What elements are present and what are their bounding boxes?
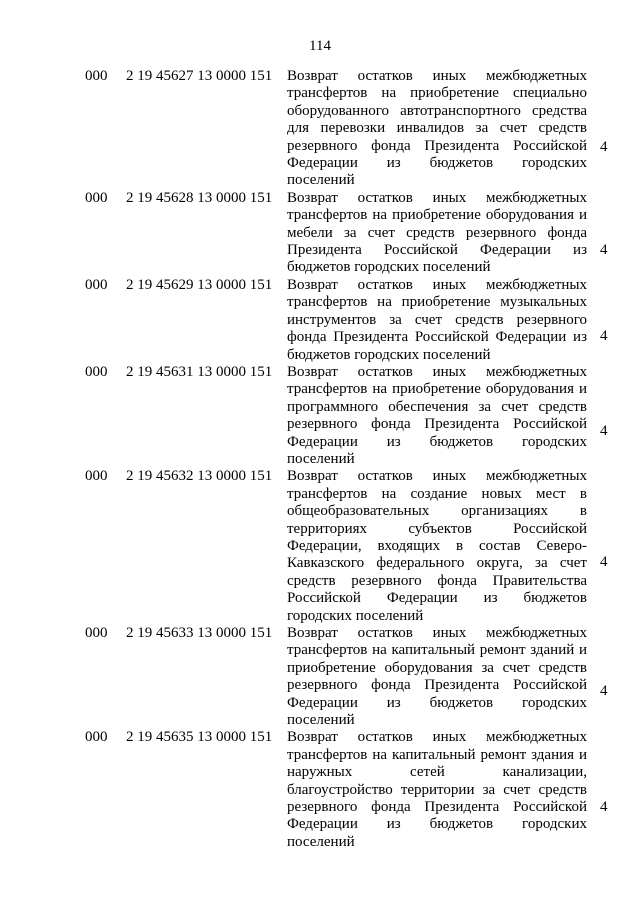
- description-line: Возврат остатков иных межбюджетных: [287, 276, 587, 293]
- row-admin-code: 000: [85, 68, 108, 84]
- description-line: Возврат остатков иных межбюджетных: [287, 729, 587, 746]
- description-line: резервного фонда Президента Российской: [287, 677, 587, 694]
- row-budget-code: 2 19 45629 13 0000 151: [126, 276, 273, 293]
- description-line: поселений: [287, 450, 355, 467]
- row-value: 4: [600, 683, 608, 699]
- description-line: Возврат остатков иных межбюджетных: [287, 189, 587, 206]
- description-line: мебели за счет средств резервного фонда: [287, 224, 587, 241]
- description-line: трансфертов на создание новых мест в: [287, 485, 587, 502]
- description-line: Федерации, входящих в состав Северо-: [287, 537, 587, 554]
- description-line: поселений: [287, 172, 355, 189]
- row-value: 4: [600, 139, 608, 155]
- row-admin-code: 000: [85, 729, 108, 746]
- row-admin-code: 000: [85, 625, 108, 641]
- description-line: трансфертов на капитальный ремонт здания и: [287, 746, 587, 763]
- description-line: оборудованного автотранспортного средства: [287, 102, 587, 119]
- row-value: 4: [600, 799, 608, 816]
- description-line: трансфертов на приобретение оборудования и: [287, 381, 587, 398]
- description-line: городских поселений: [287, 607, 424, 624]
- description-line: наружных сетей канализации,: [287, 764, 587, 781]
- row-description: [287, 68, 587, 190]
- row-admin-code: 000: [85, 363, 108, 380]
- description-line: фонда Президента Российской Федерации из: [287, 329, 587, 346]
- description-line: Возврат остатков иных межбюджетных: [287, 468, 587, 485]
- page-number: 114: [309, 38, 331, 54]
- description-line: Кавказского федерального округа, за счет: [287, 555, 587, 572]
- description-line: Федерации из бюджетов городских: [287, 694, 587, 711]
- description-line: резервного фонда Президента Российской: [287, 416, 587, 433]
- description-line: поселений: [287, 833, 355, 850]
- description-line: общеобразовательных организациях в: [287, 503, 587, 520]
- description-line: программного обеспечения за счет средств: [287, 398, 587, 415]
- row-admin-code: 000: [85, 276, 108, 293]
- row-description: [287, 729, 587, 851]
- table-row: [0, 729, 640, 851]
- budget-codes-table: [0, 68, 640, 851]
- table-row: [0, 68, 640, 190]
- description-line: резервного фонда Президента Российской: [287, 137, 587, 154]
- description-line: трансфертов на капитальный ремонт зданий и: [287, 642, 587, 659]
- row-budget-code: 2 19 45633 13 0000 151: [126, 625, 273, 641]
- description-line: территориях субъектов Российской: [287, 520, 587, 537]
- row-value: 4: [600, 422, 608, 439]
- row-budget-code: 2 19 45635 13 0000 151: [126, 729, 273, 746]
- description-line: Президента Российской Федерации из: [287, 242, 587, 259]
- description-line: Возврат остатков иных межбюджетных: [287, 363, 587, 380]
- row-admin-code: 000: [85, 468, 108, 485]
- description-line: бюджетов городских поселений: [287, 259, 491, 276]
- description-line: Федерации из бюджетов городских: [287, 816, 587, 833]
- description-line: поселений: [287, 712, 355, 729]
- description-line: Российской Федерации из бюджетов: [287, 590, 587, 607]
- row-description: [287, 468, 587, 625]
- row-value: 4: [600, 241, 608, 258]
- row-description: [287, 625, 587, 729]
- row-budget-code: 2 19 45631 13 0000 151: [126, 363, 273, 380]
- description-line: для перевозки инвалидов за счет средств: [287, 120, 587, 137]
- description-line: благоустройство территории за счет средств: [287, 781, 587, 798]
- table-row: [0, 625, 640, 729]
- description-line: инструментов за счет средств резервного: [287, 311, 587, 328]
- row-description: [287, 190, 587, 277]
- row-budget-code: 2 19 45632 13 0000 151: [126, 468, 273, 485]
- row-value: 4: [600, 554, 608, 571]
- description-line: Федерации из бюджетов городских: [287, 433, 587, 450]
- row-budget-code: 2 19 45627 13 0000 151: [126, 68, 273, 84]
- description-line: Возврат остатков иных межбюджетных: [287, 68, 587, 84]
- description-line: трансфертов на приобретение музыкальных: [287, 294, 587, 311]
- row-description: [287, 364, 587, 468]
- row-description: [287, 277, 587, 364]
- description-line: средств резервного фонда Правительства: [287, 572, 587, 589]
- table-row: [0, 190, 640, 277]
- table-row: [0, 468, 640, 625]
- description-line: бюджетов городских поселений: [287, 346, 491, 363]
- row-budget-code: 2 19 45628 13 0000 151: [126, 189, 273, 206]
- description-line: трансфертов на приобретение оборудования и: [287, 207, 587, 224]
- row-admin-code: 000: [85, 189, 108, 206]
- description-line: Федерации из бюджетов городских: [287, 155, 587, 172]
- row-value: 4: [600, 327, 608, 344]
- description-line: резервного фонда Президента Российской: [287, 799, 587, 816]
- description-line: Возврат остатков иных межбюджетных: [287, 625, 587, 641]
- table-row: [0, 364, 640, 468]
- description-line: трансфертов на приобретение специально: [287, 85, 587, 102]
- description-line: приобретение оборудования за счет средств: [287, 659, 587, 676]
- table-row: [0, 277, 640, 364]
